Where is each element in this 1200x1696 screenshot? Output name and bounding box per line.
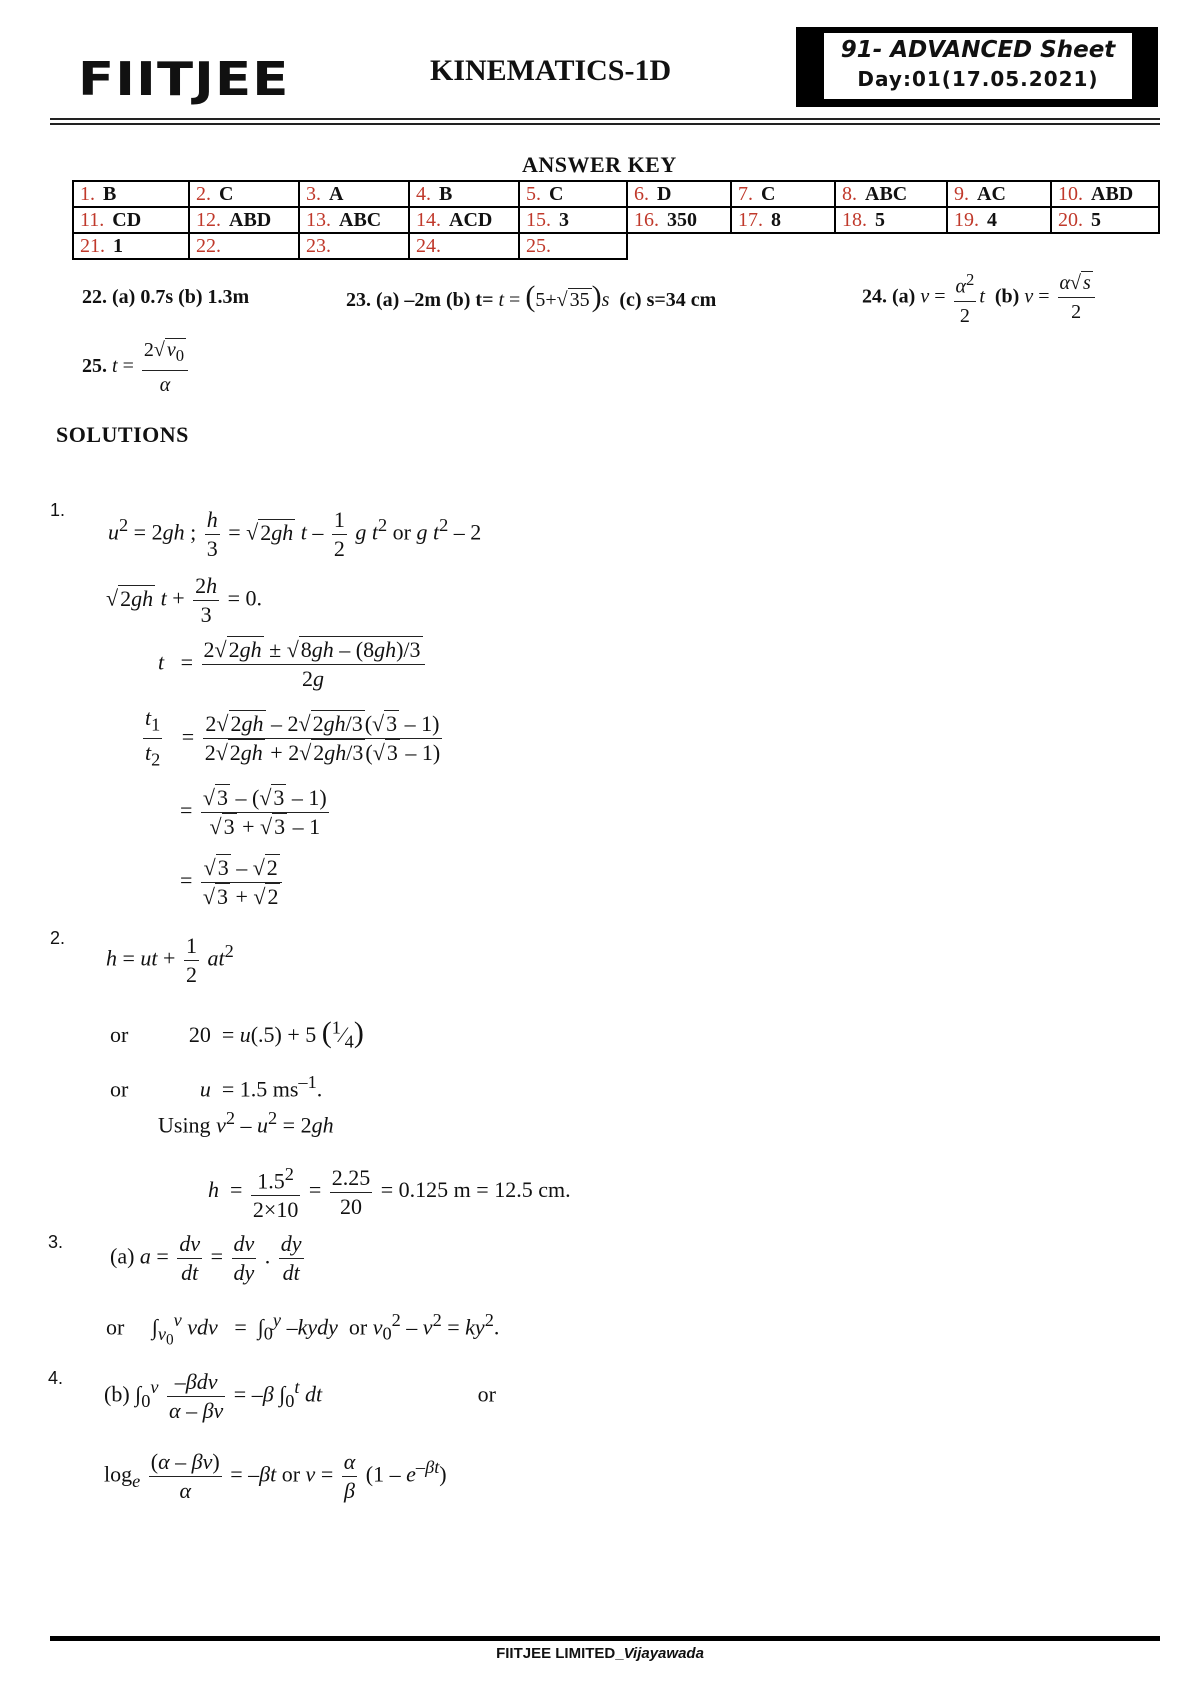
- footer-rule: [50, 1636, 1160, 1641]
- solution-1-line-6: = $\frac{√3 - √2}{√3 + √2}$: [180, 854, 285, 911]
- answer-row: 1. B 2. C 3. A 4. B 5. C 6. D 7. C 8. ABC 9. AC 10. ABD: [73, 181, 1159, 207]
- sheet-title: 91- ADVANCED Sheet: [840, 37, 1116, 63]
- footer: FIITJEE LIMITED_Vijayawada: [496, 1645, 704, 1662]
- header-rule-top: [50, 118, 1160, 120]
- solution-2-line-5: h = $\frac{1.5^2}{2\times 10}$ = $\frac{2.25}{20}$ = 0.125 m = 12.5 cm.: [208, 1164, 571, 1223]
- answer-22: 22. (a) 0.7s (b) 1.3m: [82, 286, 250, 308]
- solution-1-line-2: √2gh t + $\frac{2h}{3}$ = 0.: [106, 573, 263, 627]
- answer-25: 25. t = $\frac{2√ v_0}{\alpha}$: [82, 336, 191, 399]
- solution-1-line-4: $\frac{t_1}{t_2}$ = $\frac{2√2gh - 2√2gh/3(√3 - 1)}{2√2gh + 2√2gh/3(√3 - 1)}$: [140, 704, 445, 774]
- document-title: KINEMATICS-1D: [430, 54, 672, 87]
- question-number: 2.: [50, 928, 66, 948]
- question-number: 3.: [48, 1232, 64, 1252]
- fiitjee-logo: FIITJEE: [78, 52, 290, 106]
- solution-1-line-3: t = $\frac{2√2gh \pm √8gh - (8gh)/3}{2g}$: [158, 636, 428, 693]
- solution-2-line-4: Using $v^2 - u^2 = 2gh$: [158, 1108, 334, 1138]
- solution-1-line-1: $u^2 = 2gh$ ; $\frac{h}{3}$ = √2gh t – $\frac{1}{2}$ g $t^2$ or g $t^2 - 2$: [108, 507, 482, 561]
- answer-key-table: [72, 180, 1160, 260]
- answer-row: 21. 1 22. 23. 24. 25.: [73, 233, 1159, 259]
- solution-1-line-5: = $\frac{√3 - (√3 - 1)}{√3 + √3 - 1}$: [180, 785, 327, 839]
- solution-3-line-1: (a) a = $\frac{dv}{dt}$ = $\frac{dv}{dy}$ . $\frac{dy}{dt}$: [110, 1231, 302, 1285]
- solution-2-line-2: or 20 = u(.5) + 5 $(^1⁄_4)$: [110, 1016, 364, 1052]
- sheet-badge: [796, 27, 1158, 107]
- solution-2-line-1: h = ut + $\frac{1}{2}$ $at^2$: [106, 933, 234, 987]
- answer-key-title: ANSWER KEY: [522, 152, 677, 177]
- sheet-day: Day:01(17.05.2021): [857, 67, 1099, 91]
- solution-3-line-2: or $\int_{v_0}^v$ vdv = $\int_0^y$ –kydy or $v_0^2 - v^2 = ky^2$.: [106, 1310, 500, 1349]
- answer-24: 24. (a) v = $\frac{\alpha^2}{2}$ t (b) v = $\frac{\alpha√ s}{2}$: [862, 266, 1098, 330]
- solution-4-line-2: $\log_e$ $\frac{(\alpha - \beta v)}{\alpha}$ = –βt or v = $\frac{\alpha}{\beta}$ $(1 - e^{-\beta t})$: [104, 1449, 447, 1503]
- solution-4-line-1: (b) $\int_0^v$ $\frac{\text{–βdv}}{\alpha - \beta v}$ = –β $\int_0^t$ dt or: [104, 1369, 496, 1423]
- question-number: 1.: [50, 500, 66, 520]
- solution-2-line-3: or u = 1.5 $ms^{-1}$.: [110, 1072, 323, 1102]
- solutions-title: SOLUTIONS: [56, 422, 189, 447]
- header-rule-bottom: [50, 123, 1160, 125]
- answer-row: 11. CD 12. ABD 13. ABC 14. ACD 15. 3 16. 350 17. 8 18. 5 19. 4 20. 5: [73, 207, 1159, 233]
- question-number: 4.: [48, 1368, 64, 1388]
- answer-23: 23. (a) –2m (b) t= t = (5+√ 35)s (c) s=34 cm: [346, 280, 717, 313]
